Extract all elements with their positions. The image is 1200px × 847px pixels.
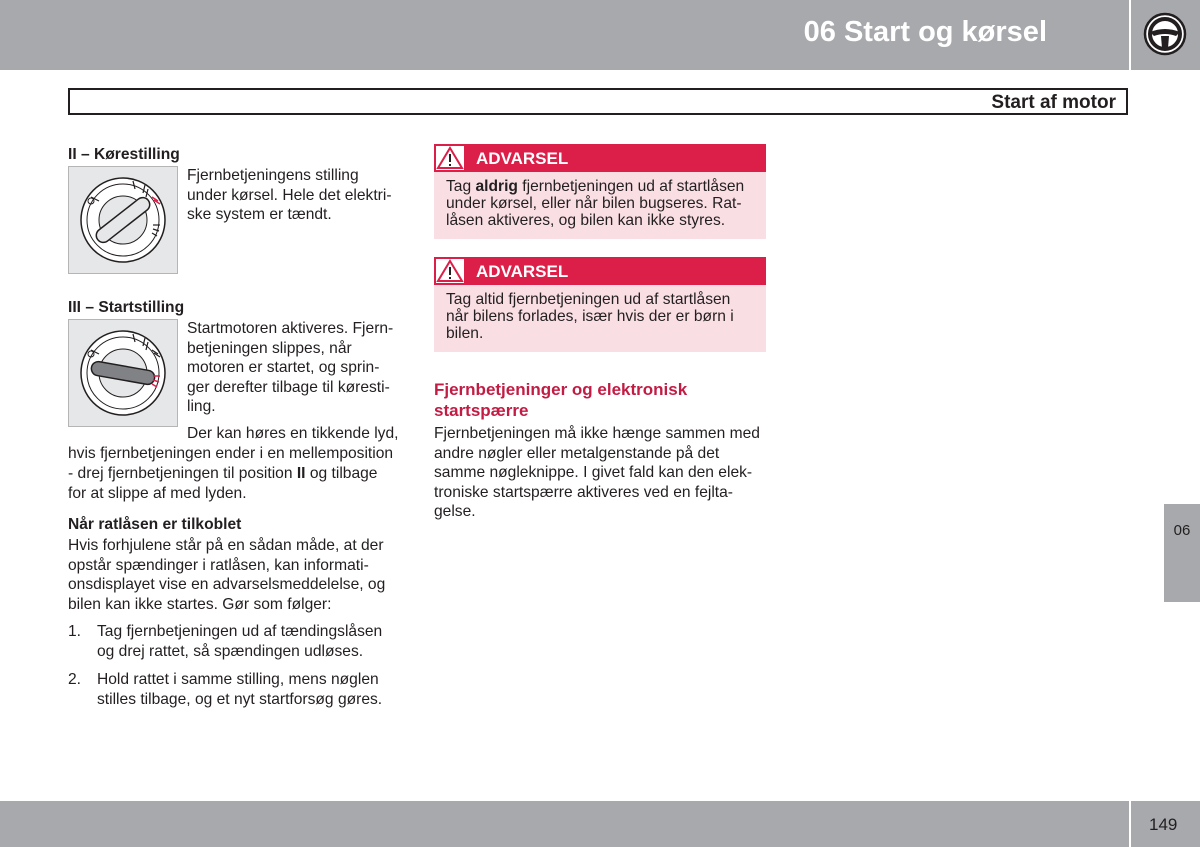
remote-text-line: andre nøgler eller metalgenstande på det (434, 444, 720, 462)
tick-text-line: hvis fjernbetjeningen ender i en mellemposition (68, 445, 394, 462)
lock-text (68, 536, 413, 614)
warning-line: Tag altid fjernbetjeningen ud af startlåsen (446, 291, 731, 308)
ignition-switch-pos3-icon (69, 320, 177, 426)
warning-body (434, 172, 766, 239)
list-item-number: 2. (68, 671, 82, 688)
tick-text-line: Der kan høres en tikkende lyd, (187, 425, 399, 442)
tick-text-pre: - drej fjernbetjeningen til position (68, 465, 297, 482)
warning-text-post: fjernbetjeningen ud af startlåsen (517, 178, 745, 195)
warning-text-bold: aldrig (475, 178, 518, 195)
lock-text-line: Hvis forhjulene står på en sådan måde, at der (68, 537, 384, 554)
lock-heading: Når ratlåsen er tilkoblet (68, 516, 242, 533)
pos2-text (187, 166, 407, 225)
warning-label: ADVARSEL (476, 262, 569, 281)
warning-line: låsen aktiveres, og bilen kan ikke styres. (446, 212, 726, 229)
page-number: 149 (1149, 815, 1178, 834)
pos3-text-line: Startmotoren aktiveres. Fjern- (187, 320, 394, 337)
list-item (68, 622, 408, 662)
header-bar (0, 0, 1129, 70)
remote-heading-line: startspærre (434, 401, 529, 420)
tick-text-line (68, 464, 413, 484)
warning-line: under kørsel, eller når bilen bugseres. Rat- (446, 195, 742, 212)
section-title: Start af motor (991, 92, 1116, 113)
warning-text-pre: Tag (446, 178, 476, 195)
chapter-title: 06 Start og kørsel (803, 16, 1047, 48)
section-box (68, 88, 1128, 115)
remote-text-line: samme nøgleknippe. I givet fald kan den elek- (434, 464, 753, 481)
pos2-text-line: Fjernbetjeningens stilling (187, 167, 359, 184)
ignition-figure-pos2 (68, 166, 178, 274)
list-item-number: 1. (68, 623, 82, 640)
warning-line (446, 178, 754, 195)
warning-label: ADVARSEL (476, 149, 569, 168)
remote-heading (434, 379, 766, 421)
ignition-switch-pos2-icon (69, 167, 177, 273)
list-item (68, 670, 408, 710)
pos2-text-line: ske system er tændt. (187, 206, 332, 223)
list-item-text (97, 670, 407, 710)
steering-wheel-icon (1131, 0, 1200, 70)
chapter-side-tab: 06 (1164, 504, 1200, 602)
footer-bar (0, 801, 1129, 847)
lock-text-line: opstår spændinger i ratlåsen, kan informati- (68, 556, 369, 574)
warning-triangle-box (436, 146, 464, 170)
warning-triangle-icon (436, 146, 464, 170)
warning-triangle-icon (436, 259, 464, 283)
pos2-heading: II – Kørestilling (68, 146, 180, 163)
remote-text (434, 424, 774, 522)
pos3-text (187, 319, 407, 417)
lock-text-line: onsdisplayet vise en advarselsmeddelelse, og (68, 576, 386, 593)
warning-header (434, 257, 766, 285)
warning-body (434, 285, 766, 352)
list-item-line: Hold rattet i samme stilling, mens nøglen (97, 671, 379, 688)
warning-line: når bilens forlades, især hvis der er børn i (446, 308, 734, 325)
list-item-line: Tag fjernbetjeningen ud af tændingslåsen (97, 623, 383, 640)
warning-line: bilen. (446, 325, 484, 342)
warning-triangle-box (436, 259, 464, 283)
chapter-icon-box (1131, 0, 1200, 70)
remote-text-line: troniske startspærre aktiveres ved en fejlta- (434, 483, 733, 501)
pos2-text-line: under kørsel. Hele det elektri- (187, 186, 392, 204)
pos3-text-line: ger derefter tilbage til køresti- (187, 378, 390, 396)
pos3-text-line: ling. (187, 398, 216, 415)
tick-text-line: for at slippe af med lyden. (68, 485, 247, 502)
pos3-text-line: betjeningen slippes, når (187, 339, 352, 357)
remote-text-line: gelse. (434, 503, 476, 520)
tick-text-post: og tilbage (305, 465, 378, 482)
lock-text-line: bilen kan ikke startes. Gør som følger: (68, 595, 332, 613)
warning-header (434, 144, 766, 172)
ignition-figure-pos3 (68, 319, 178, 427)
tick-text-bold: II (296, 465, 306, 482)
list-item-line: og drej rattet, så spændingen udløses. (97, 643, 364, 660)
pos3-heading: III – Startstilling (68, 299, 185, 316)
remote-heading-line: Fjernbetjeninger og elektronisk (434, 380, 688, 399)
list-item-text (97, 622, 407, 662)
remote-text-line: Fjernbetjeningen må ikke hænge sammen med (434, 425, 760, 442)
pos3-text-line: motoren er startet, og sprin- (187, 359, 380, 376)
list-item-line: stilles tilbage, og et nyt startforsøg gøres. (97, 691, 383, 708)
